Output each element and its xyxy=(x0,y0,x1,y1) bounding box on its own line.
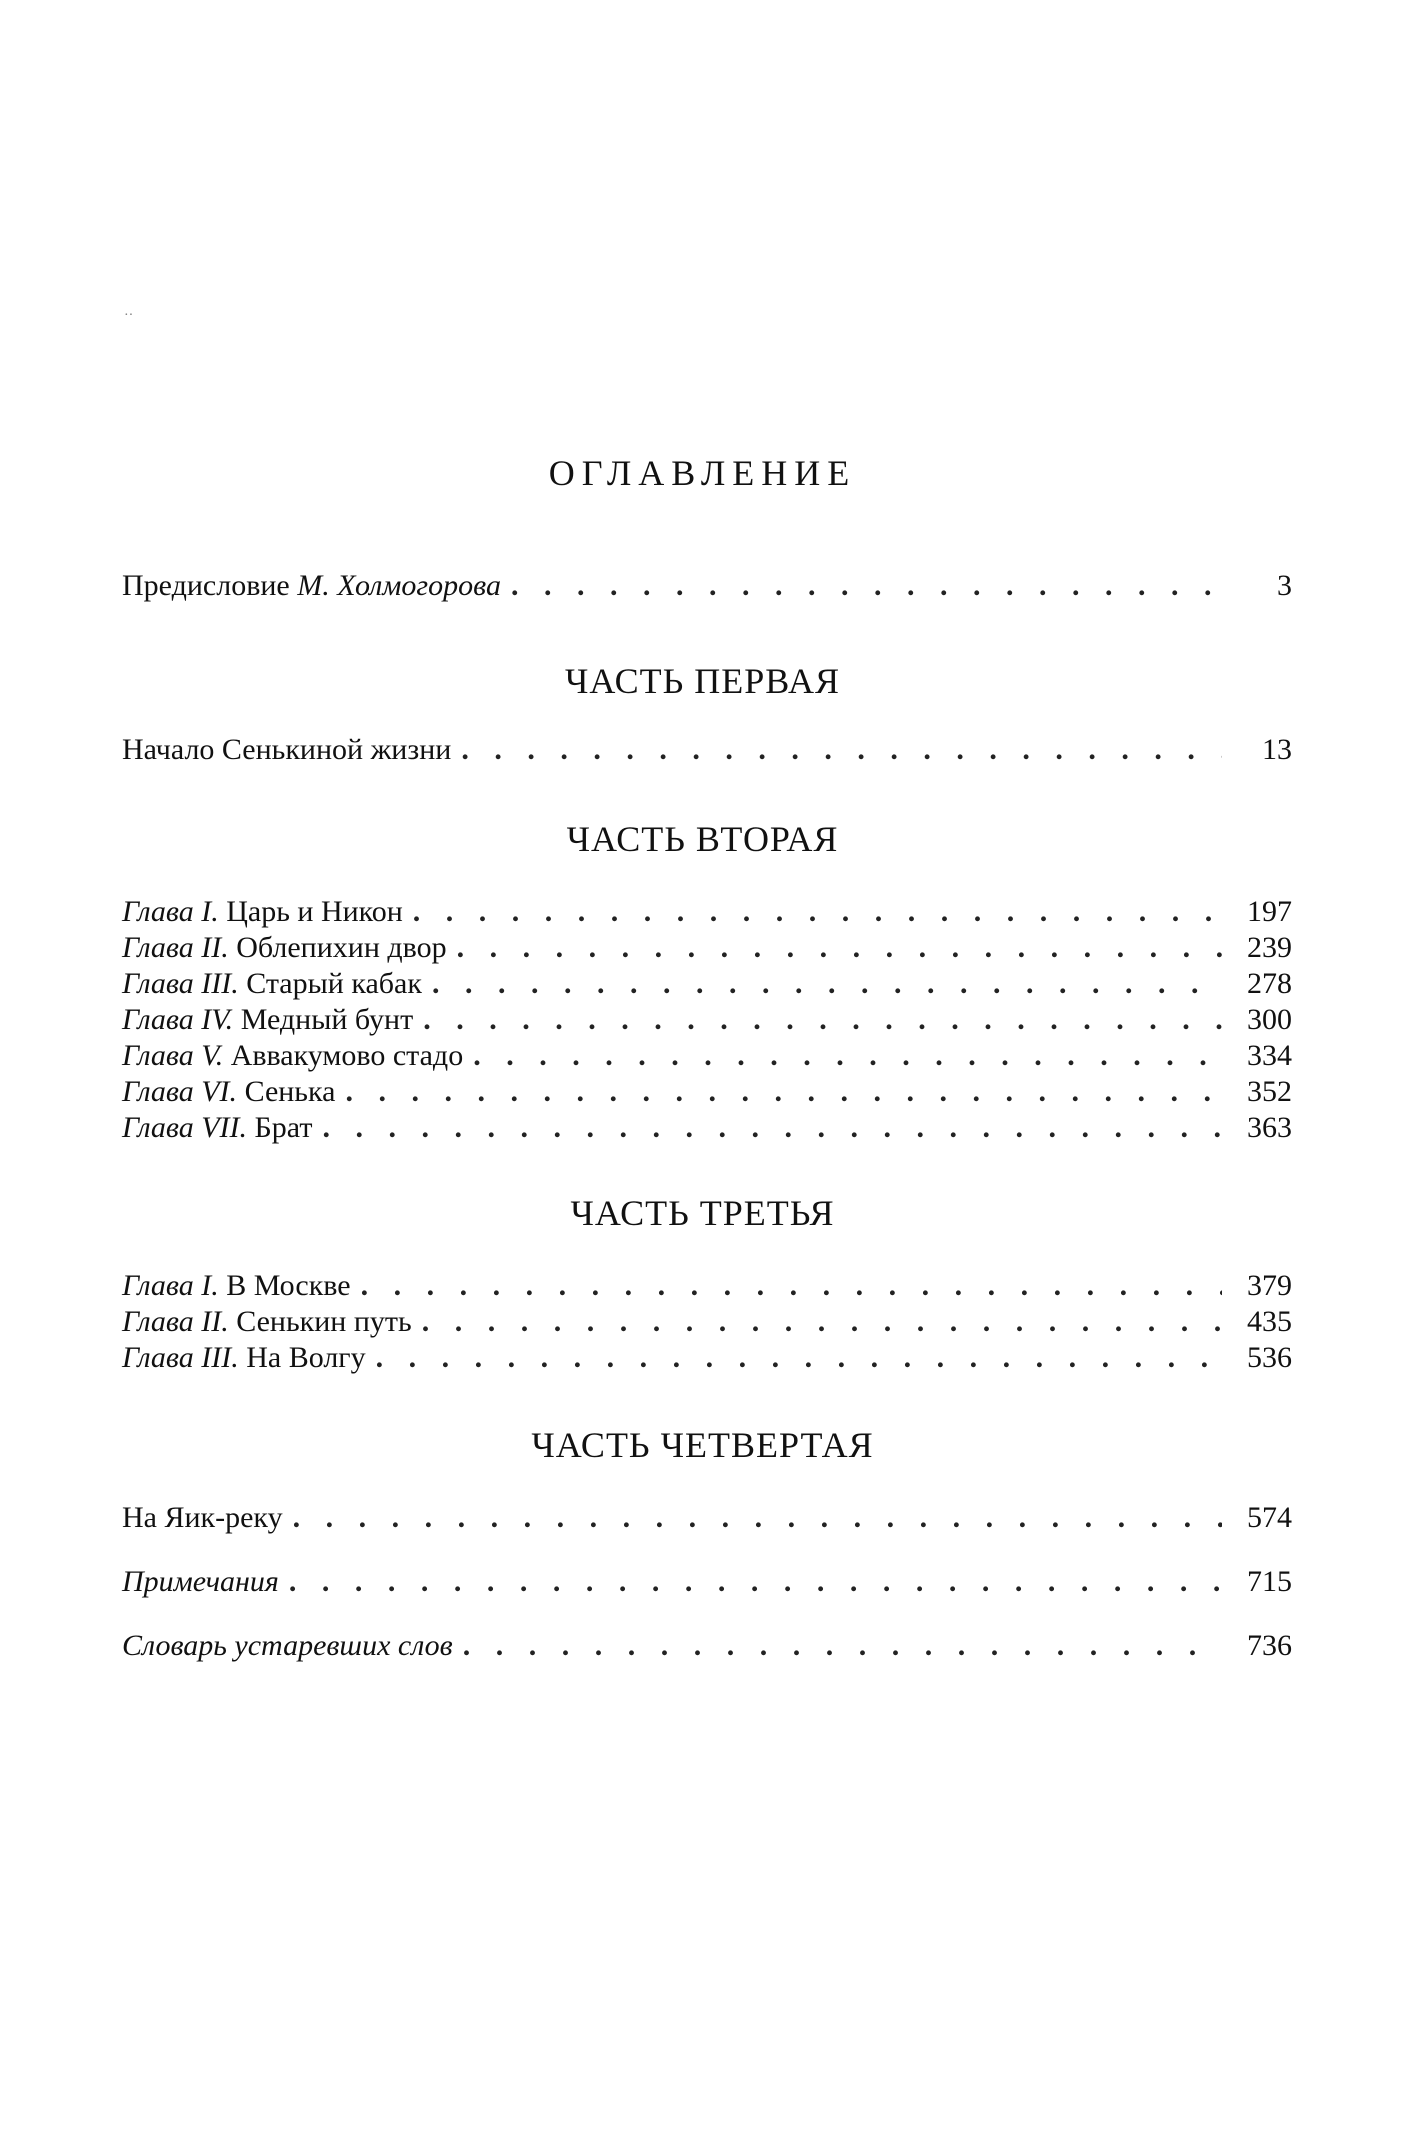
dot-leader xyxy=(322,1110,1222,1146)
entry-label: Глава VI. Сенька xyxy=(122,1075,336,1108)
part-4-title: ЧАСТЬ ЧЕТВЕРТАЯ xyxy=(531,1425,874,1465)
toc-entry[interactable] xyxy=(122,1110,1292,1146)
toc-entry[interactable] xyxy=(122,1074,1292,1110)
toc-entry[interactable] xyxy=(122,1038,1292,1074)
dot-leader xyxy=(361,1268,1222,1304)
page-number: 278 xyxy=(1247,967,1292,1000)
toc-entry-glossary[interactable] xyxy=(122,1628,1292,1664)
entry-label: Глава II. Сенькин путь xyxy=(122,1305,412,1338)
dot-leader xyxy=(376,1340,1222,1376)
toc-entry[interactable] xyxy=(122,966,1292,1002)
toc-entry[interactable] xyxy=(122,930,1292,966)
page-number: 363 xyxy=(1247,1111,1292,1144)
page-number: 574 xyxy=(1247,1501,1292,1534)
dot-leader xyxy=(432,966,1222,1002)
entry-label: Глава IV. Медный бунт xyxy=(122,1003,414,1036)
page-number: 13 xyxy=(1262,733,1292,766)
toc-title: ОГЛАВЛЕНИЕ xyxy=(548,453,857,493)
page-number: 435 xyxy=(1247,1305,1292,1338)
toc-entry-notes[interactable] xyxy=(122,1564,1292,1600)
dot-leader xyxy=(345,1074,1222,1110)
dot-leader xyxy=(293,1500,1222,1536)
print-speck: ·· xyxy=(124,308,134,323)
entry-label: Глава VII. Брат xyxy=(122,1111,313,1144)
toc-entry[interactable] xyxy=(122,1340,1292,1376)
dot-leader xyxy=(422,1304,1222,1340)
entry-label: Глава I. В Москве xyxy=(122,1269,351,1302)
page-number: 715 xyxy=(1247,1565,1292,1598)
entry-label: Примечания xyxy=(122,1565,279,1598)
toc-entry[interactable] xyxy=(122,1500,1292,1536)
page-number: 334 xyxy=(1247,1039,1292,1072)
toc-entry[interactable] xyxy=(122,732,1292,768)
toc-entry[interactable] xyxy=(122,1268,1292,1304)
entry-label: Глава III. На Волгу xyxy=(122,1341,366,1374)
part-2-title: ЧАСТЬ ВТОРАЯ xyxy=(566,819,839,859)
page-number: 379 xyxy=(1247,1269,1292,1302)
dot-leader xyxy=(413,894,1222,930)
entry-label: Словарь устаревших слов xyxy=(122,1629,453,1662)
dot-leader xyxy=(461,732,1222,768)
preface-author: М. Холмогорова xyxy=(297,569,501,602)
dot-leader xyxy=(289,1564,1222,1600)
entry-label: Глава II. Облепихин двор xyxy=(122,931,447,964)
page-number: 736 xyxy=(1247,1629,1292,1662)
toc-entry-preface[interactable] xyxy=(122,568,1292,604)
entry-label: Глава V. Аввакумово стадо xyxy=(122,1039,464,1072)
entry-label: Начало Сенькиной жизни xyxy=(122,733,452,766)
page-number: 197 xyxy=(1247,895,1292,928)
entry-label: На Яик-реку xyxy=(122,1501,283,1534)
part-1-title: ЧАСТЬ ПЕРВАЯ xyxy=(564,661,841,701)
page-number: 536 xyxy=(1247,1341,1292,1374)
dot-leader xyxy=(511,568,1222,604)
toc-entry[interactable] xyxy=(122,894,1292,930)
entry-label: Глава I. Царь и Никон xyxy=(122,895,403,928)
dot-leader xyxy=(473,1038,1222,1074)
page-number: 300 xyxy=(1247,1003,1292,1036)
page-number: 3 xyxy=(1277,569,1292,602)
toc-entry[interactable] xyxy=(122,1002,1292,1038)
page-number: 352 xyxy=(1247,1075,1292,1108)
dot-leader xyxy=(463,1628,1222,1664)
part-3-title: ЧАСТЬ ТРЕТЬЯ xyxy=(570,1193,835,1233)
dot-leader xyxy=(457,930,1222,966)
dot-leader xyxy=(423,1002,1222,1038)
page-number: 239 xyxy=(1247,931,1292,964)
toc-entry[interactable] xyxy=(122,1304,1292,1340)
entry-label: Глава III. Старый кабак xyxy=(122,967,422,1000)
entry-label: Предисловие М. Холмогорова xyxy=(122,569,501,602)
